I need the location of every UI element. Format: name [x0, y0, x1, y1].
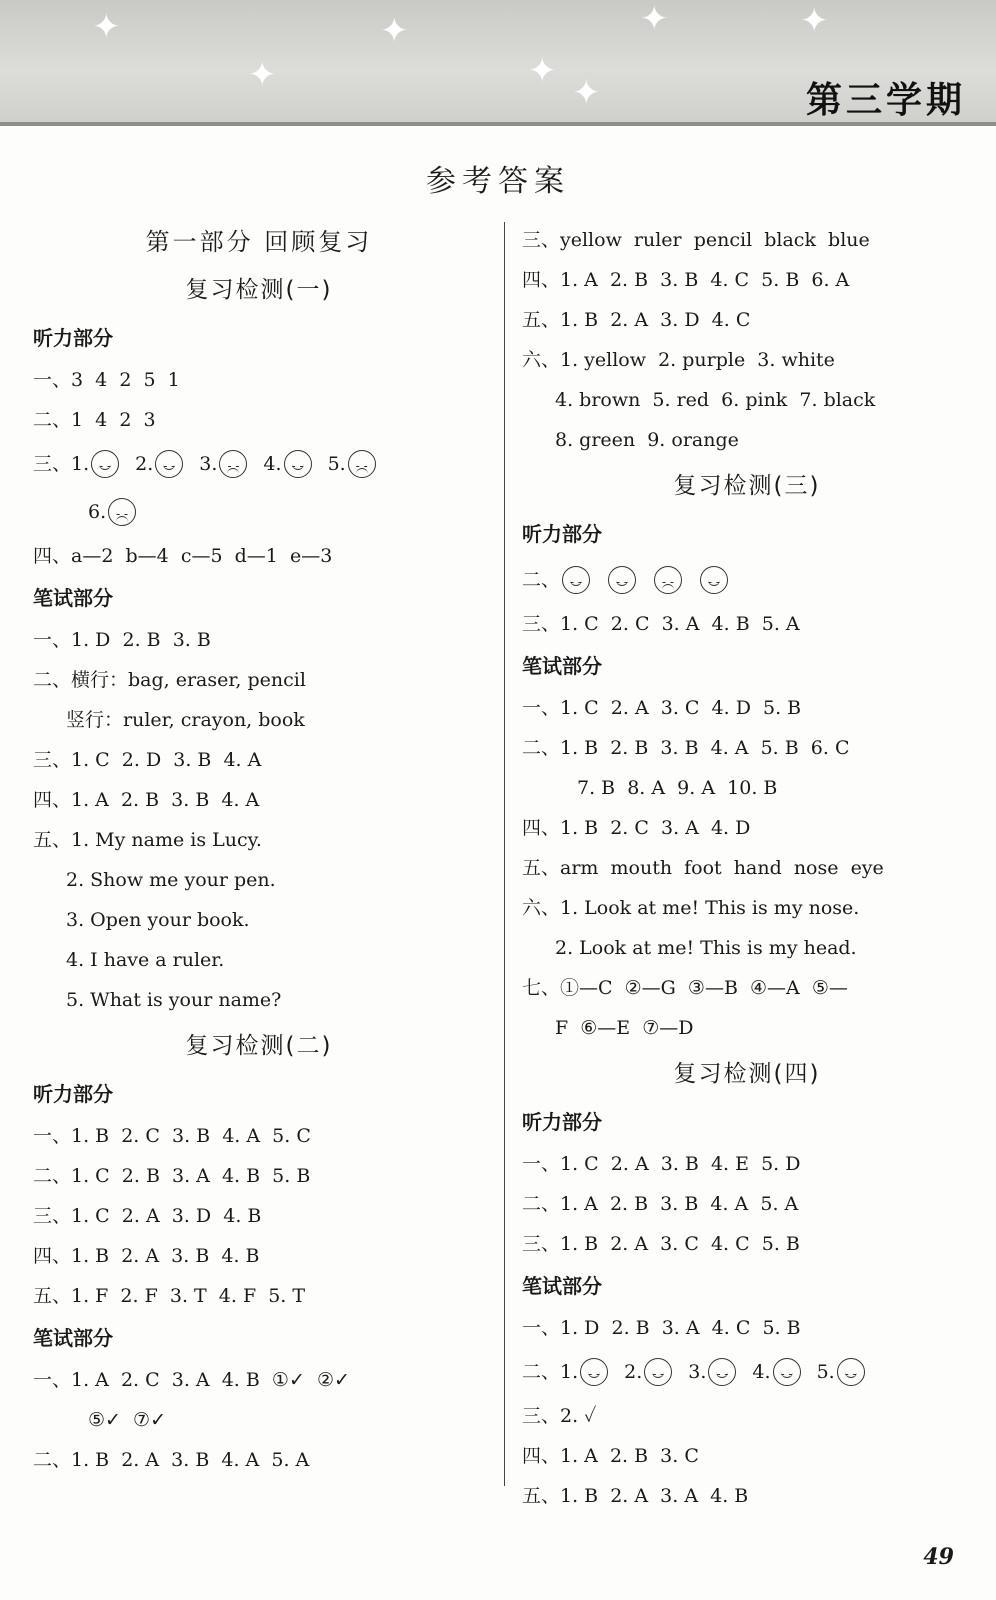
- answer-line: 一、1. C 2. A 3. B 4. E 5. D: [522, 1153, 801, 1175]
- page-number: 49: [923, 1544, 954, 1570]
- answer-line: 2. Show me your pen.: [66, 869, 276, 891]
- answer-line: 一、3 4 2 5 1: [33, 369, 180, 391]
- answer-line: 三、2. ✓: [522, 1405, 597, 1427]
- left-column: [33, 220, 485, 1480]
- listening-heading: 听力部分: [33, 1082, 113, 1106]
- answer-line: F ⑥—E ⑦—D: [555, 1017, 694, 1039]
- smile-face-icon: [644, 1358, 672, 1386]
- answer-line: 一、1. D 2. B 3. B: [33, 629, 211, 651]
- answer-line: 三、1. C 2. D 3. B 4. A: [33, 749, 262, 771]
- smile-face-icon: [700, 566, 728, 594]
- sparkle-icon: ✦: [528, 51, 557, 91]
- writing-heading: 笔试部分: [33, 1326, 113, 1350]
- right-column: [522, 220, 972, 1516]
- face-answer-row: 6. - -: [33, 488, 485, 536]
- answer-line: 三、1. C 2. A 3. D 4. B: [33, 1205, 262, 1227]
- part-title: 第一部分 回顾复习: [145, 228, 373, 256]
- sparkle-icon: ✦: [380, 11, 409, 51]
- sad-face-icon: [219, 450, 247, 478]
- face-answer-row: 二、1. - - 2. - - 3. - - 4. - - 5. - -: [522, 1348, 972, 1396]
- page-title: 参考答案: [426, 164, 570, 199]
- sparkle-icon: ✦: [800, 1, 829, 41]
- answer-line: 四、1. B 2. C 3. A 4. D: [522, 817, 751, 839]
- listening-heading: 听力部分: [522, 1110, 602, 1134]
- answer-line: 四、1. B 2. A 3. B 4. B: [33, 1245, 260, 1267]
- answer-line: 五、1. B 2. A 3. D 4. C: [522, 309, 751, 331]
- answer-line: 二、1 4 2 3: [33, 409, 156, 431]
- listening-heading: 听力部分: [522, 522, 602, 546]
- answer-line: 一、1. A 2. C 3. A 4. B ①✓ ②✓: [33, 1369, 350, 1391]
- section-title: 复习检测(一): [185, 277, 333, 303]
- face-answer-row: 二、 - - - - - - - -: [522, 556, 972, 604]
- listening-heading: 听力部分: [33, 326, 113, 350]
- writing-heading: 笔试部分: [522, 1274, 602, 1298]
- answer-line: 二、1. B 2. B 3. B 4. A 5. B 6. C: [522, 737, 850, 759]
- answer-line: 三、yellow ruler pencil black blue: [522, 229, 870, 251]
- answer-line: 六、1. Look at me! This is my nose.: [522, 897, 860, 919]
- smile-face-icon: [708, 1358, 736, 1386]
- smile-face-icon: [837, 1358, 865, 1386]
- writing-heading: 笔试部分: [33, 586, 113, 610]
- section-title: 复习检测(二): [185, 1033, 333, 1059]
- answer-line: 七、①—C ②—G ③—B ④—A ⑤—: [522, 977, 848, 999]
- face-answer-row: 三、1. - - 2. - - 3. - - 4. - - 5. - -: [33, 440, 485, 488]
- smile-face-icon: [580, 1358, 608, 1386]
- answer-line: 4. brown 5. red 6. pink 7. black: [555, 389, 876, 411]
- smile-face-icon: [773, 1358, 801, 1386]
- smile-face-icon: [91, 450, 119, 478]
- answer-line: ⑤✓ ⑦✓: [88, 1409, 166, 1431]
- answer-line: 四、1. A 2. B 3. C: [522, 1445, 699, 1467]
- smile-face-icon: [155, 450, 183, 478]
- section-title: 复习检测(四): [673, 1061, 821, 1087]
- answer-line: 五、1. B 2. A 3. A 4. B: [522, 1485, 749, 1507]
- answer-line: 一、1. C 2. A 3. C 4. D 5. B: [522, 697, 802, 719]
- header-banner: [0, 0, 996, 126]
- answer-line: 二、1. A 2. B 3. B 4. A 5. A: [522, 1193, 799, 1215]
- writing-heading: 笔试部分: [522, 654, 602, 678]
- answer-line: 三、1. C 2. C 3. A 4. B 5. A: [522, 613, 800, 635]
- answer-line: 四、a—2 b—4 c—5 d—1 e—3: [33, 545, 333, 567]
- sparkle-icon: ✦: [572, 73, 601, 113]
- answer-line: 8. green 9. orange: [555, 429, 739, 451]
- answer-line: 4. I have a ruler.: [66, 949, 225, 971]
- term-title: 第三学期: [805, 80, 966, 121]
- answer-line: 竖行：ruler, crayon, book: [66, 709, 305, 731]
- answer-line: 3. Open your book.: [66, 909, 250, 931]
- sparkle-icon: ✦: [92, 7, 121, 47]
- answer-line: 一、1. B 2. C 3. B 4. A 5. C: [33, 1125, 311, 1147]
- answer-line: 7. B 8. A 9. A 10. B: [577, 777, 778, 799]
- answer-line: 二、1. C 2. B 3. A 4. B 5. B: [33, 1165, 311, 1187]
- answer-line: 三、1. B 2. A 3. C 4. C 5. B: [522, 1233, 800, 1255]
- answer-line: 四、1. A 2. B 3. B 4. A: [33, 789, 260, 811]
- column-divider: [504, 222, 505, 1486]
- sad-face-icon: [108, 498, 136, 526]
- sad-face-icon: [654, 566, 682, 594]
- sparkle-icon: ✦: [640, 0, 669, 39]
- sad-face-icon: [348, 450, 376, 478]
- answer-line: 5. What is your name?: [66, 989, 282, 1011]
- answer-line: 一、1. D 2. B 3. A 4. C 5. B: [522, 1317, 801, 1339]
- smile-face-icon: [562, 566, 590, 594]
- answer-line: 五、arm mouth foot hand nose eye: [522, 857, 884, 879]
- section-title: 复习检测(三): [673, 473, 821, 499]
- sparkle-icon: ✦: [248, 55, 277, 95]
- answer-line: 四、1. A 2. B 3. B 4. C 5. B 6. A: [522, 269, 850, 291]
- smile-face-icon: [608, 566, 636, 594]
- smile-face-icon: [284, 450, 312, 478]
- answer-line: 五、1. My name is Lucy.: [33, 829, 262, 851]
- answer-line: 2. Look at me! This is my head.: [555, 937, 857, 959]
- answer-line: 二、1. B 2. A 3. B 4. A 5. A: [33, 1449, 310, 1471]
- answer-line: 六、1. yellow 2. purple 3. white: [522, 349, 835, 371]
- answer-line: 二、横行：bag, eraser, pencil: [33, 669, 306, 691]
- answer-line: 五、1. F 2. F 3. T 4. F 5. T: [33, 1285, 306, 1307]
